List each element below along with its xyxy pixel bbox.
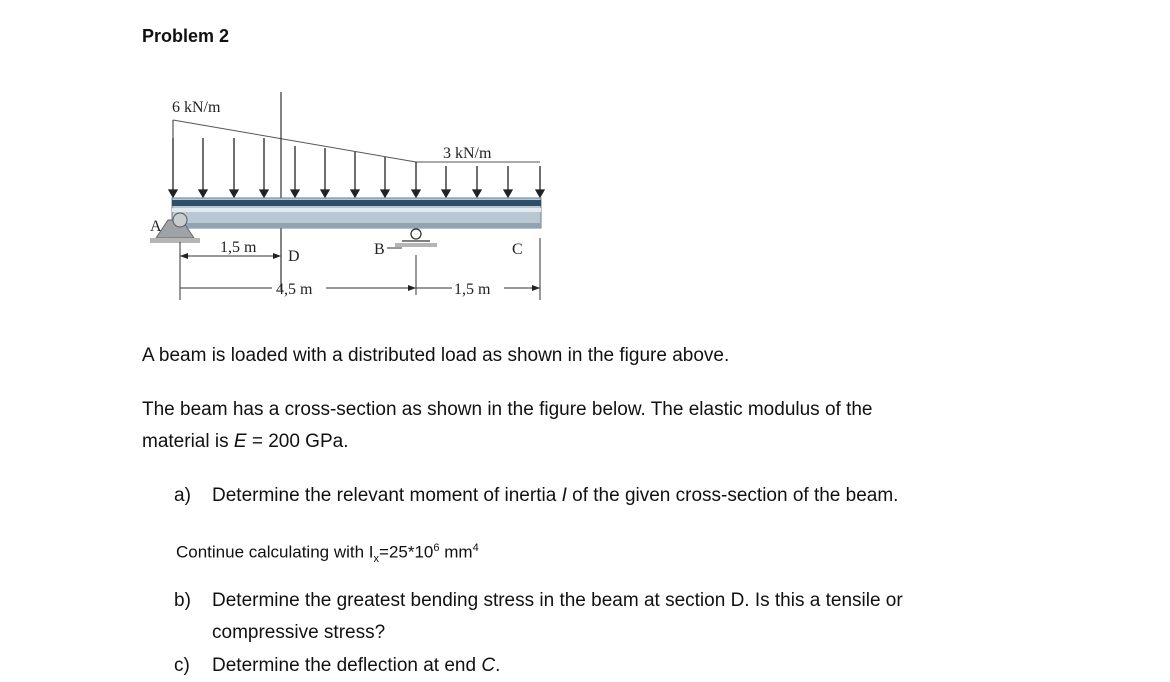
- question-c-text-post: .: [495, 655, 501, 676]
- paragraph-load: A beam is loaded with a distributed load as shown in the figure above.: [142, 345, 730, 366]
- question-b: [174, 585, 1074, 649]
- paragraph-cross-section: [142, 394, 1042, 458]
- question-a: [174, 480, 1074, 512]
- question-c: [174, 650, 1074, 682]
- inertia-note-exponent: 6: [433, 542, 440, 554]
- modulus-text-pre: material is: [142, 431, 234, 452]
- question-a-label: a): [174, 485, 191, 506]
- inertia-note: [176, 532, 479, 575]
- question-c-text-pre: Determine the deflection at end: [212, 655, 482, 676]
- question-c-label: c): [174, 655, 190, 676]
- point-a-label: A: [150, 218, 162, 235]
- modulus-symbol: E: [233, 431, 247, 452]
- load-left-label: 6 kN/m: [172, 99, 221, 116]
- inertia-note-unit-exponent: 4: [472, 542, 479, 554]
- dim-bc-label: 1,5 m: [454, 281, 491, 298]
- question-b-label: b): [174, 590, 191, 611]
- modulus-value: = 200 GPa.: [246, 431, 349, 452]
- question-a-symbol: I: [561, 485, 567, 506]
- dim-ab-label: 4,5 m: [276, 281, 313, 298]
- question-a-text-post: of the given cross-section of the beam.: [566, 485, 899, 506]
- point-c-label: C: [512, 241, 523, 258]
- paragraph-cross-section-line1: The beam has a cross-section as shown in the figure below. The elastic modulus of the: [142, 399, 873, 420]
- inertia-note-subscript: x: [373, 553, 380, 566]
- dim-ad-label: 1,5 m: [220, 239, 257, 256]
- question-b-line2: compressive stress?: [212, 622, 386, 643]
- problem-heading: Problem 2: [142, 26, 230, 46]
- beam-figure: [140, 80, 560, 310]
- question-a-text-pre: Determine the relevant moment of inertia: [212, 485, 562, 506]
- inertia-note-value: =25*10: [379, 542, 434, 562]
- roller-support-b: [395, 229, 437, 247]
- question-c-symbol: C: [481, 655, 496, 676]
- point-d-label: D: [288, 248, 300, 265]
- inertia-note-unit: mm: [444, 542, 473, 562]
- inertia-note-pre: Continue calculating with I: [176, 542, 374, 562]
- load-right-label: 3 kN/m: [443, 145, 492, 162]
- question-b-line1: Determine the greatest bending stress in the beam at section D. Is this a tensile or: [212, 590, 903, 611]
- point-b-label: B: [374, 241, 385, 258]
